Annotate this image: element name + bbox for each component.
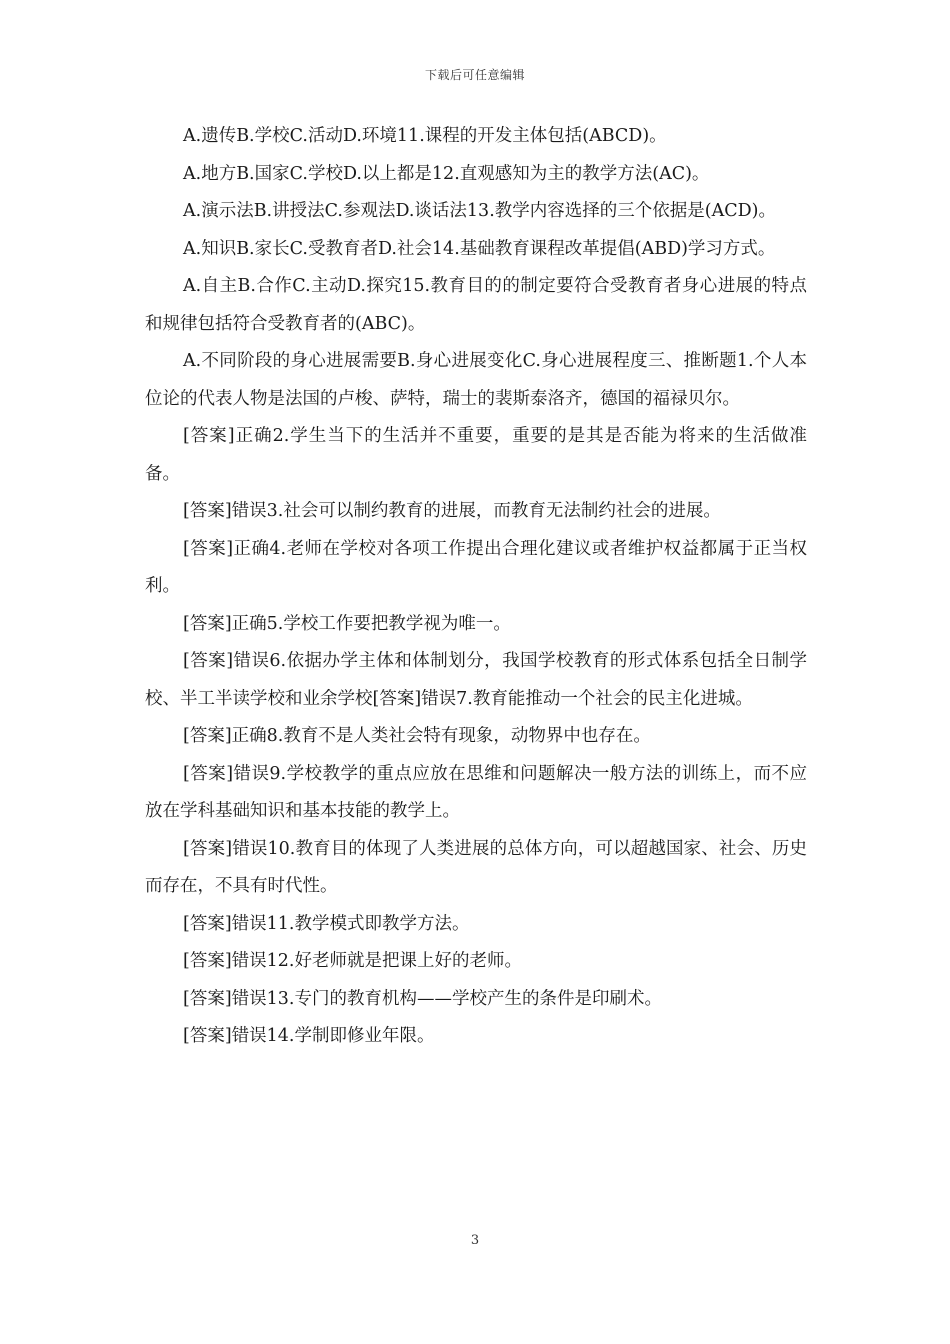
paragraph: A.知识B.家长C.受教育者D.社会14.基础教育课程改革提倡(ABD)学习方式。 [183, 238, 776, 259]
paragraph: A.自主B.合作C.主动D.探究15.教育目的的制定要符合受教育者身心进展的特点和规律包括符合受教育者的(ABC)。 [145, 276, 807, 334]
paragraph: [答案]错误13.专门的教育机构——学校产生的条件是印刷术。 [183, 988, 662, 1009]
paragraph: [答案]错误10.教育目的体现了人类进展的总体方向，可以超越国家、社会、历史而存在，不具有时代性。 [145, 838, 807, 896]
paragraph: [答案]正确8.教育不是人类社会特有现象，动物界中也存在。 [183, 726, 651, 746]
page-number: 3 [470, 1233, 480, 1248]
paragraph: [答案]错误14.学制即修业年限。 [183, 1026, 435, 1046]
paragraph: [答案]错误6.依据办学主体和体制划分，我国学校教育的形式体系包括全日制学校、半工半读学校和业余学校[答案]错误7.教育能推动一个社会的民主化进城。 [145, 651, 807, 709]
paragraph: [答案]正确5.学校工作要把教学视为唯一。 [183, 613, 511, 634]
paragraph: A.地方B.国家C.学校D.以上都是12.直观感知为主的教学方法(AC)。 [183, 163, 710, 184]
paragraph: [答案]错误3.社会可以制约教育的进展，而教育无法制约社会的进展。 [183, 501, 721, 521]
paragraph: A.演示法B.讲授法C.参观法D.谈话法13.教学内容选择的三个依据是(ACD)。 [183, 201, 776, 221]
page-header: 下载后可任意编辑 [424, 68, 525, 82]
paragraph: A.不同阶段的身心进展需要B.身心进展变化C.身心进展程度三、推断题1.个人本位论的代表人物是法国的卢梭、萨特，瑞士的裴斯泰洛齐，德国的福禄贝尔。 [145, 351, 807, 409]
paragraph: [答案]错误9.学校教学的重点应放在思维和问题解决一般方法的训练上，而不应放在学科基础知识和基本技能的教学上。 [145, 763, 807, 821]
paragraph: A.遗传B.学校C.活动D.环境11.课程的开发主体包括(ABCD)。 [183, 126, 667, 146]
paragraph: [答案]正确4.老师在学校对各项工作提出合理化建议或者维护权益都属于正当权利。 [145, 538, 807, 596]
paragraph: [答案]正确2.学生当下的生活并不重要，重要的是其是否能为将来的生活做准备。 [145, 426, 807, 484]
document-body [145, 118, 807, 1056]
paragraph: [答案]错误11.教学模式即教学方法。 [183, 913, 470, 934]
paragraph: [答案]错误12.好老师就是把课上好的老师。 [183, 951, 522, 971]
